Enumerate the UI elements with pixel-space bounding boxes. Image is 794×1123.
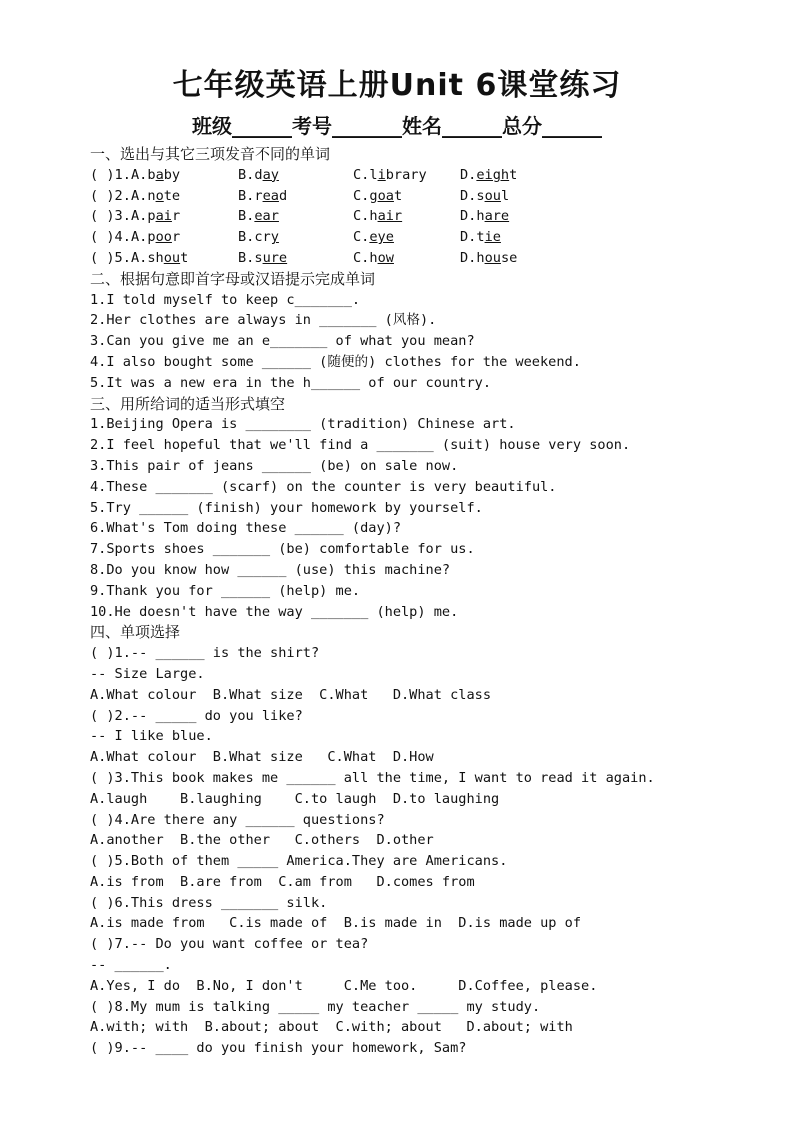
underlined-letters: ay	[262, 166, 279, 183]
multiple-choice-line: -- ______.	[90, 957, 172, 974]
underlined-letters: a	[155, 166, 164, 183]
multiple-choice-line: ( )6.This dress _______ silk.	[90, 894, 328, 911]
fill-in-question: 5.It was a new era in the h______ of our country.	[90, 374, 492, 391]
word-form-question: 9.Thank you for ______ (help) me.	[90, 582, 361, 599]
multiple-choice-line: A.Yes, I do B.No, I don't C.Me too. D.Coffee, please.	[90, 977, 598, 994]
student-info-line: 班级______考号_______姓名______总分______	[192, 114, 602, 138]
underlined-letters: ow	[377, 249, 394, 266]
page-title: 七年级英语上册Unit 6课堂练习	[172, 68, 622, 103]
multiple-choice-line: A.with; with B.about; about C.with; about D.about; with	[90, 1019, 573, 1036]
underlined-letters: oa	[377, 187, 394, 204]
answer-option: B.ear	[238, 208, 279, 225]
question-number: ( )1.	[90, 166, 131, 183]
word-form-question: 8.Do you know how ______ (use) this machine?	[90, 561, 451, 578]
question-number: ( )2.	[90, 187, 131, 204]
question-number: ( )5.	[90, 249, 131, 266]
word-form-question: 3.This pair of jeans ______ (be) on sale now.	[90, 457, 459, 474]
underlined-letters: ie	[484, 229, 501, 246]
answer-option: A.note	[131, 187, 181, 204]
section-4-lines	[90, 643, 770, 1059]
section-3-lines	[90, 414, 770, 622]
underlined-letters: eye	[369, 229, 394, 246]
underlined-letters: y	[270, 229, 279, 246]
multiple-choice-line: A.What colour B.What size C.What D.What class	[90, 686, 492, 703]
underlined-letters: o	[155, 187, 164, 204]
section-1-rows	[90, 165, 770, 269]
multiple-choice-line: ( )1.-- ______ is the shirt?	[90, 645, 320, 662]
phonetic-question-row	[90, 248, 770, 269]
phonetic-question-row	[90, 165, 770, 186]
underlined-letters: air	[377, 208, 403, 225]
underlined-letters: ure	[262, 249, 288, 266]
fill-in-question: 3.Can you give me an e_______ of what you mean?	[90, 333, 475, 350]
answer-option: B.day	[238, 166, 279, 183]
multiple-choice-line: A.another B.the other C.others D.other	[90, 832, 434, 849]
answer-option: D.house	[460, 249, 518, 266]
multiple-choice-line: A.is made from C.is made of B.is made in D.is made up of	[90, 915, 582, 932]
word-form-question: 4.These _______ (scarf) on the counter is very beautiful.	[90, 478, 557, 495]
multiple-choice-line: A.is from B.are from C.am from D.comes from	[90, 873, 475, 890]
fill-in-question: 2.Her clothes are always in _______ (风格).	[90, 312, 437, 329]
multiple-choice-line: A.What colour B.What size C.What D.How	[90, 749, 434, 766]
answer-option: C.goat	[353, 187, 403, 204]
multiple-choice-line: -- I like blue.	[90, 728, 213, 745]
underlined-letters: ear	[254, 208, 279, 225]
answer-option: C.library	[353, 166, 427, 183]
underlined-letters: are	[484, 208, 510, 225]
multiple-choice-line: ( )7.-- Do you want coffee or tea?	[90, 936, 369, 953]
multiple-choice-line: ( )5.Both of them _____ America.They are Americans.	[90, 853, 508, 870]
answer-option: A.baby	[131, 166, 181, 183]
section-3-heading: 三、用所给词的适当形式填空	[90, 394, 286, 413]
answer-option: D.eight	[460, 166, 518, 183]
multiple-choice-line: ( )4.Are there any ______ questions?	[90, 811, 385, 828]
answer-option: C.eye	[353, 229, 394, 246]
word-form-question: 5.Try ______ (finish) your homework by yourself.	[90, 499, 483, 516]
word-form-question: 1.Beijing Opera is ________ (tradition) Chinese art.	[90, 416, 516, 433]
section-2-heading: 二、根据句意即首字母或汉语提示完成单词	[90, 269, 376, 288]
fill-in-question: 4.I also bought some ______ (随便的) clothes for the weekend.	[90, 353, 581, 370]
section-2-lines	[90, 290, 770, 394]
answer-option: B.sure	[238, 249, 288, 266]
answer-option: A.poor	[131, 229, 181, 246]
phonetic-question-row	[90, 186, 770, 207]
answer-option: C.hair	[353, 208, 403, 225]
section-1-heading: 一、选出与其它三项发音不同的单词	[90, 145, 331, 163]
answer-option: A.shout	[131, 249, 189, 266]
question-number: ( )3.	[90, 208, 131, 225]
multiple-choice-line: A.laugh B.laughing C.to laugh D.to laughing	[90, 790, 500, 807]
underlined-letters: oo	[155, 229, 172, 246]
underlined-letters: ou	[484, 249, 501, 266]
phonetic-question-row	[90, 227, 770, 248]
multiple-choice-line: ( )2.-- _____ do you like?	[90, 707, 303, 724]
multiple-choice-line: ( )9.-- ____ do you finish your homework, Sam?	[90, 1040, 467, 1057]
section-4-heading: 四、单项选择	[90, 623, 181, 642]
underlined-letters: ou	[163, 249, 181, 266]
phonetic-question-row	[90, 206, 770, 227]
word-form-question: 10.He doesn't have the way _______ (help) me.	[90, 603, 459, 620]
multiple-choice-line: ( )8.My mum is talking _____ my teacher _____ my study.	[90, 998, 541, 1015]
answer-option: A.pair	[131, 208, 181, 225]
underlined-letters: ou	[484, 187, 501, 204]
word-form-question: 6.What's Tom doing these ______ (day)?	[90, 520, 401, 537]
multiple-choice-line: -- Size Large.	[90, 665, 205, 682]
question-number: ( )4.	[90, 229, 131, 246]
fill-in-question: 1.I told myself to keep c_______.	[90, 291, 361, 308]
answer-option: B.cry	[238, 229, 279, 246]
answer-option: D.hare	[460, 208, 510, 225]
word-form-question: 2.I feel hopeful that we'll find a _______ (suit) house very soon.	[90, 437, 631, 454]
multiple-choice-line: ( )3.This book makes me ______ all the time, I want to read it again.	[90, 769, 655, 786]
underlined-letters: ai	[155, 208, 172, 225]
answer-option: D.soul	[460, 187, 510, 204]
word-form-question: 7.Sports shoes _______ (be) comfortable for us.	[90, 541, 475, 558]
answer-option: B.read	[238, 187, 288, 204]
underlined-letters: i	[377, 166, 386, 183]
answer-option: C.how	[353, 249, 394, 266]
worksheet-content	[90, 144, 770, 1059]
underlined-letters: eigh	[476, 166, 510, 183]
underlined-letters: ea	[262, 187, 279, 204]
answer-option: D.tie	[460, 229, 501, 246]
